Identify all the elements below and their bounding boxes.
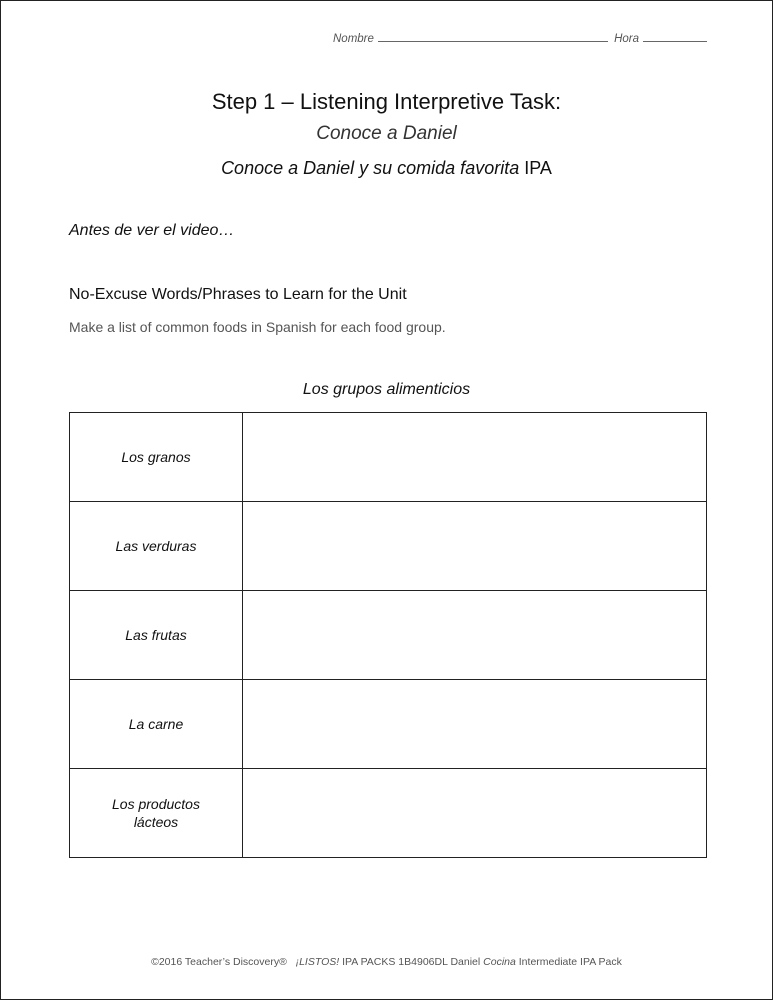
row-label-lacteos [70, 769, 243, 858]
footer-unit: Cocina [483, 956, 516, 968]
table-row [70, 591, 707, 680]
row-label-text: Las verduras [115, 538, 197, 554]
page-title: Step 1 – Listening Interpretive Task: [211, 89, 562, 114]
no-excuse-heading: No-Excuse Words/Phrases to Learn for the Unit [69, 286, 407, 303]
row-label-text: Los productos [112, 796, 200, 812]
row-label-text: Las frutas [125, 627, 187, 643]
table-title: Los grupos alimenticios [302, 381, 471, 398]
table-row [70, 502, 707, 591]
footer-series: ¡LISTOS! [295, 956, 340, 968]
hora-label: Hora [614, 33, 640, 45]
table-row [70, 413, 707, 502]
row-label-verduras [70, 502, 243, 591]
answer-cell-frutas[interactable] [243, 591, 707, 680]
table-row [70, 680, 707, 769]
ipa-title-italic: Conoce a Daniel y su comida favorita [221, 158, 520, 178]
ipa-title [1, 158, 772, 179]
row-label-text-line2: lácteos [133, 814, 179, 830]
instruction-text: Make a list of common foods in Spanish for each food group. [69, 319, 446, 335]
row-label-granos [70, 413, 243, 502]
row-label-frutas [70, 591, 243, 680]
answer-cell-lacteos[interactable] [243, 769, 707, 858]
page-subtitle: Conoce a Daniel [316, 123, 457, 144]
ipa-title-suffix: IPA [524, 158, 552, 178]
answer-cell-carne[interactable] [243, 680, 707, 769]
table-row [70, 769, 707, 858]
antes-heading: Antes de ver el video… [69, 222, 235, 239]
nombre-blank[interactable] [378, 31, 608, 42]
food-groups-table [69, 412, 707, 858]
nombre-label: Nombre [333, 33, 374, 45]
footer-pack-name: Intermediate IPA Pack [518, 956, 622, 968]
hora-blank[interactable] [643, 31, 707, 42]
footer-pack-code: IPA PACKS 1B4906DL Daniel [342, 956, 481, 968]
answer-cell-granos[interactable] [243, 413, 707, 502]
footer-credit [1, 956, 772, 968]
row-label-text: La carne [128, 716, 184, 732]
answer-cell-verduras[interactable] [243, 502, 707, 591]
row-label-text: Los granos [121, 449, 191, 465]
row-label-carne [70, 680, 243, 769]
footer-copyright: ©2016 Teacher’s Discovery® [151, 956, 287, 968]
student-header [333, 31, 710, 45]
